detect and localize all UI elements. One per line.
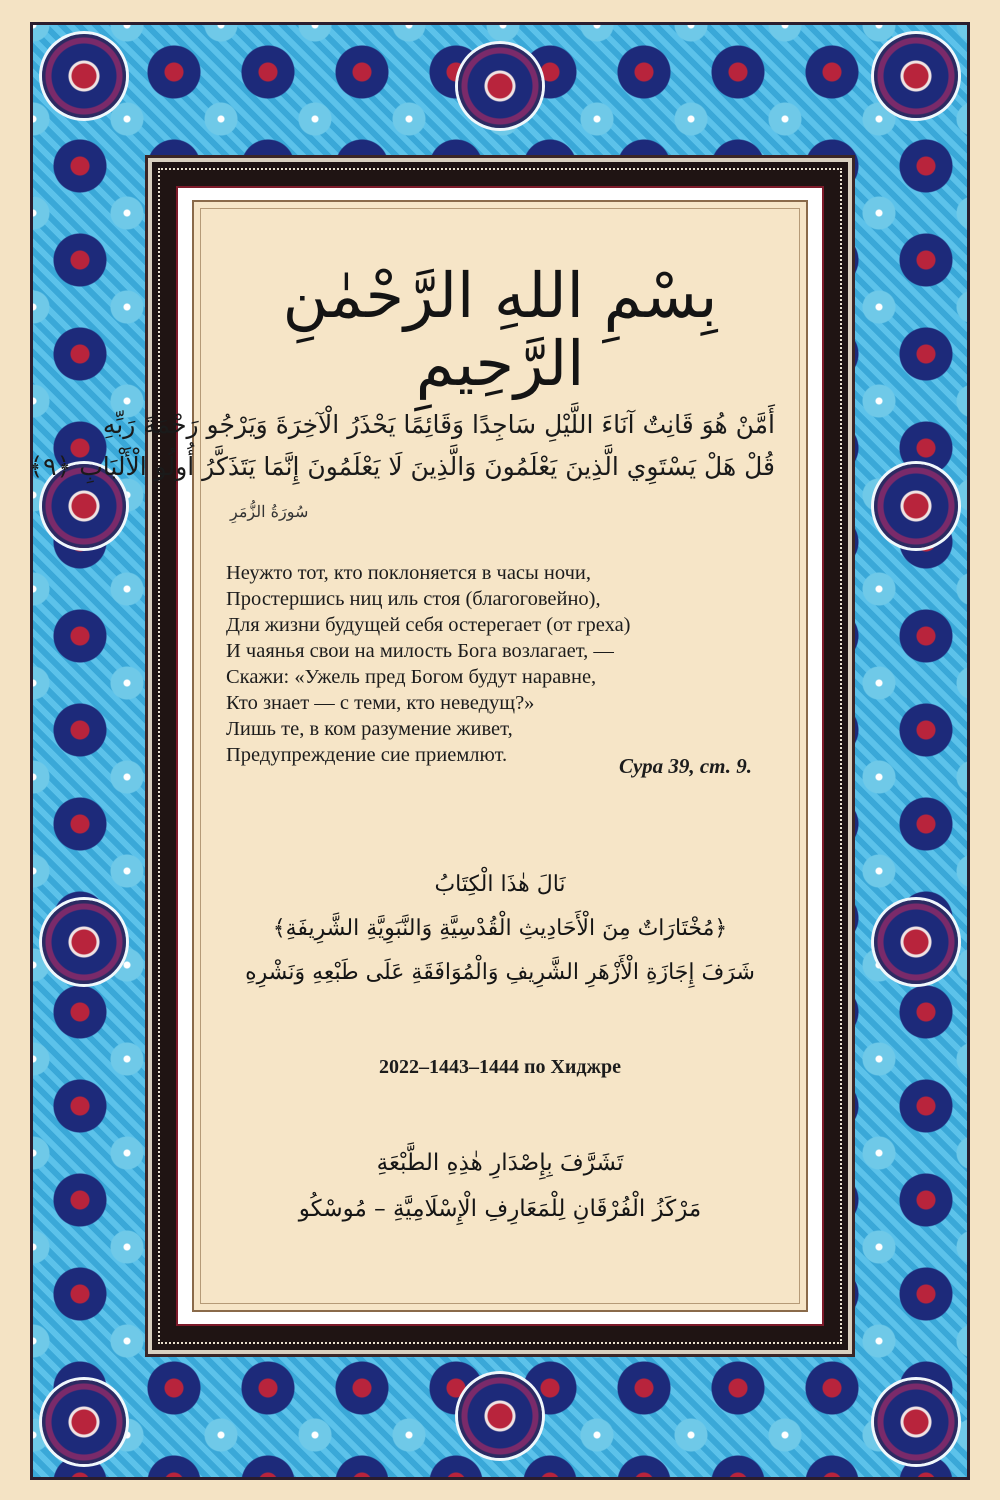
publisher-name: مَرْكَزُ الْفُرْقَانِ لِلْمَعَارِفِ الْإِسْلَامِيَّةِ – مُوسْكُو: [298, 1196, 702, 1222]
ornament-medallion: [458, 44, 542, 128]
book-title-arabic: ﴿مُخْتَارَاتٌ مِنَ الْأَحَادِيثِ الْقُدْسِيَّةِ وَالنَّبَوِيَّةِ الشَّرِيفَةِ﴾: [272, 916, 728, 941]
ornament-medallion: [458, 1374, 542, 1458]
approval-line-1: نَالَ هٰذَا الْكِتَابُ: [434, 872, 566, 897]
poem-line: Простершись ниц иль стоя (благоговейно),: [226, 588, 601, 610]
publisher-line-1: تَشَرَّفَ بِإِصْدَارِ هٰذِهِ الطَّبْعَةِ: [376, 1150, 624, 1176]
poem-line: Неужто тот, кто поклоняется в часы ночи,: [226, 562, 592, 584]
approval-line-3: شَرَفَ إِجَازَةِ الْأَزْهَرِ الشَّرِيفِ وَالْمُوَافَقَةِ عَلَى طَبْعِهِ وَنَشْرِهِ: [245, 960, 755, 985]
ornament-medallion: [874, 1380, 958, 1464]
poem-line: И чаянья свои на милость Бога возлагает, —: [226, 640, 614, 662]
quran-verse-line-1: أَمَّنْ هُوَ قَانِتٌ آنَاءَ اللَّيْلِ سَاجِدًا وَقَائِمًا يَحْذَرُ الْآخِرَةَ وَيَرْجُو رَحْمَةَ رَبِّهِ: [102, 410, 775, 439]
poem-line: Кто знает — с теми, кто неведущ?»: [226, 692, 535, 714]
ornament-medallion: [874, 34, 958, 118]
publication-year: 2022–1443–1444 по Хиджре: [378, 1056, 622, 1078]
ornament-medallion: [42, 1380, 126, 1464]
ornament-medallion: [874, 464, 958, 548]
ornament-medallion: [42, 34, 126, 118]
poem-translation: [226, 560, 786, 768]
poem-line: Скажи: «Ужель пред Богом будут наравне,: [226, 666, 597, 688]
bismillah-calligraphy: بِسْمِ اللهِ الرَّحْمٰنِ الرَّحِيمِ: [282, 259, 718, 401]
sura-citation: Сура 39, ст. 9.: [619, 754, 752, 778]
ornament-medallion: [874, 900, 958, 984]
poem-line: Лишь те, в ком разумение живет,: [226, 718, 513, 740]
poem-line: Предупреждение сие приемлют.: [226, 744, 508, 766]
poem-line: Для жизни будущей себя остерегает (от греха): [226, 614, 631, 636]
ornament-medallion: [42, 900, 126, 984]
surah-reference: سُورَةُ الزُّمَرِ: [230, 502, 309, 521]
quran-verse-line-2: قُلْ هَلْ يَسْتَوِي الَّذِينَ يَعْلَمُونَ وَالَّذِينَ لَا يَعْلَمُونَ إِنَّمَا يَتَذَكَّرُ أُولُو الْأَلْبَابِ ﴿٩﴾: [28, 452, 775, 481]
